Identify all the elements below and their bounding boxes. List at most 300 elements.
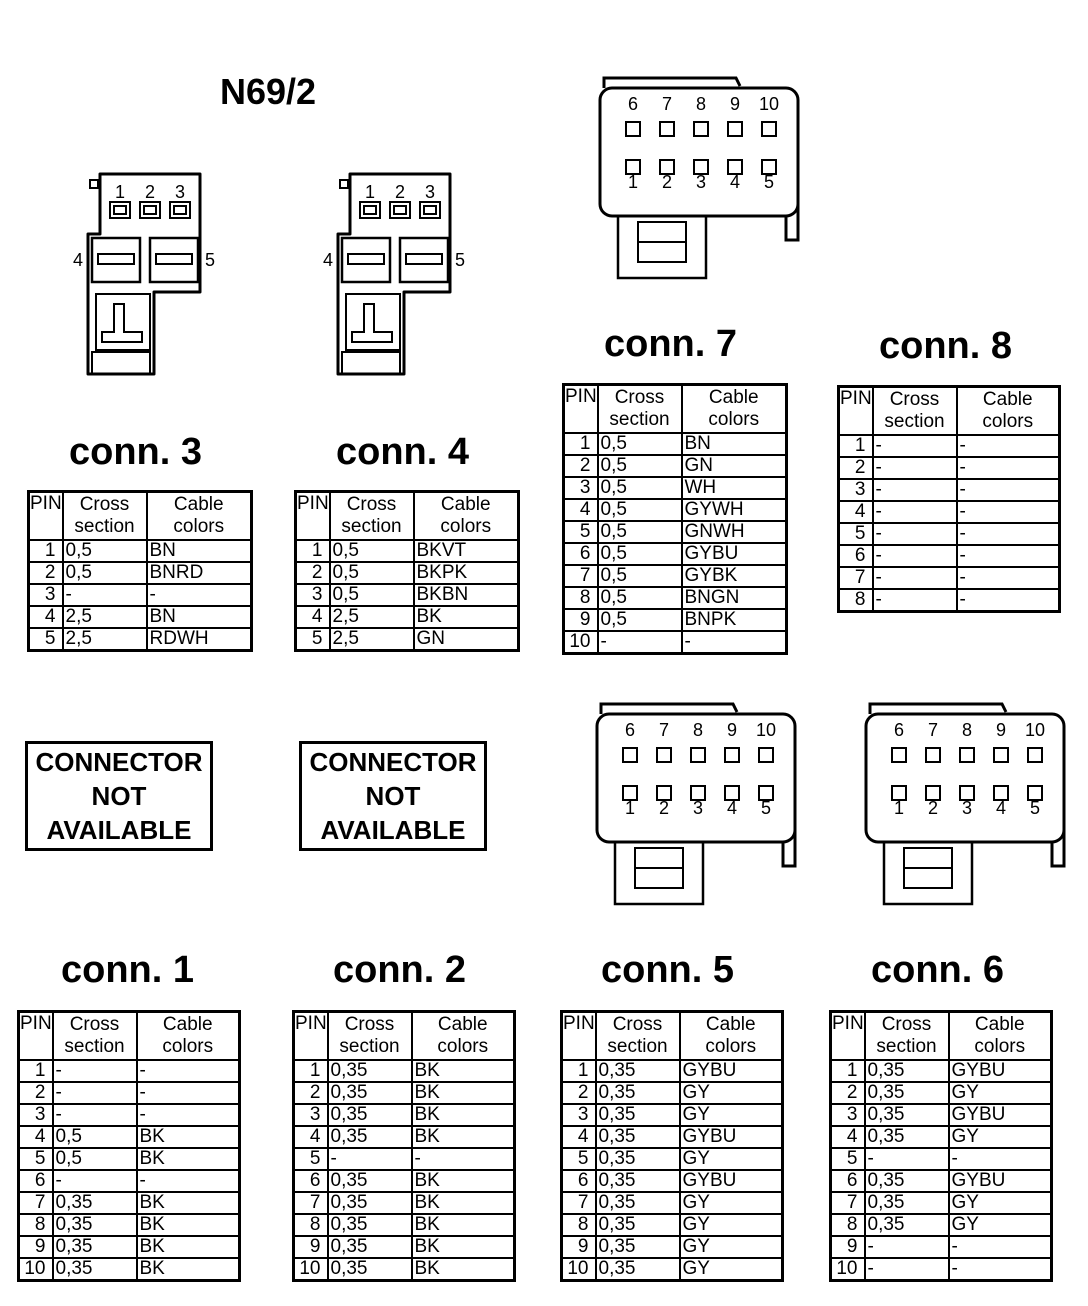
header-line: Cross	[344, 1014, 395, 1035]
conn4-drawing-lever	[352, 304, 392, 342]
table-row	[831, 1126, 1052, 1148]
conn5-drawing-latch	[615, 842, 703, 904]
table-row	[19, 1082, 240, 1104]
header-line: Cross	[612, 1014, 663, 1035]
cross-section-cell: 0,5	[598, 609, 682, 631]
table-row	[562, 1082, 783, 1104]
table-row	[562, 1236, 783, 1258]
cable-color-cell: -	[957, 501, 1060, 523]
header-pin: PIN	[294, 1012, 328, 1061]
page-title: N69/2	[220, 71, 317, 112]
cable-color-cell: BK	[137, 1236, 240, 1258]
na-line-1: CONNECTOR	[309, 747, 477, 777]
cable-color-cell: BNRD	[147, 562, 252, 584]
header-line: colors	[437, 1036, 489, 1057]
conn4-drawing-label-2: 2	[394, 182, 406, 202]
cable-color-cell: BN	[682, 433, 787, 455]
table-header	[296, 492, 519, 541]
conn7-drawing-label-bottom-5: 5	[763, 172, 775, 192]
cable-color-cell: BNGN	[682, 587, 787, 609]
conn7-drawing-label-bottom-1: 1	[627, 172, 639, 192]
table-row	[562, 1192, 783, 1214]
table-row	[839, 457, 1060, 479]
table-row	[564, 499, 787, 521]
cable-color-cell: -	[949, 1148, 1052, 1170]
header-line: section	[876, 1036, 937, 1057]
conn4-drawing-pin-4-slot	[348, 254, 384, 264]
cable-color-cell: GNWH	[682, 521, 787, 543]
conn6-drawing-pin-top-4	[994, 748, 1008, 762]
conn3-drawing-label-4: 4	[72, 250, 84, 270]
table-row	[19, 1214, 240, 1236]
conn4-drawing-label-3: 3	[424, 182, 436, 202]
cross-section-cell: 0,35	[328, 1170, 412, 1192]
conn3-drawing-latch	[92, 352, 150, 374]
header-colors	[412, 1012, 515, 1061]
pin-cell: 3	[29, 584, 63, 606]
header-pin: PIN	[29, 492, 63, 541]
pin-cell: 8	[19, 1214, 53, 1236]
table-row	[831, 1104, 1052, 1126]
table-row	[831, 1082, 1052, 1104]
pin-cell: 6	[294, 1170, 328, 1192]
conn5-drawing-pin-top-3	[691, 748, 705, 762]
cable-color-cell: -	[412, 1148, 515, 1170]
conn3-drawing-pin-inner	[144, 206, 156, 214]
table-row	[831, 1236, 1052, 1258]
conn5-drawing-label-top-4: 9	[726, 720, 738, 740]
header-colors	[680, 1012, 783, 1061]
pin-cell: 1	[29, 540, 63, 562]
cross-section-cell: 0,5	[598, 521, 682, 543]
table-header	[562, 1012, 783, 1061]
cross-section-cell: 0,35	[53, 1258, 137, 1281]
table-row	[294, 1214, 515, 1236]
table-row	[831, 1214, 1052, 1236]
pin-cell: 4	[562, 1126, 596, 1148]
pin-cell: 2	[19, 1082, 53, 1104]
cable-color-cell: -	[957, 523, 1060, 545]
table-row	[29, 562, 252, 584]
cross-section-cell: 0,35	[328, 1060, 412, 1082]
table-row	[294, 1104, 515, 1126]
header-line: Cable	[982, 389, 1033, 410]
header-colors	[147, 492, 252, 541]
header-cross	[598, 385, 682, 434]
header-colors	[957, 387, 1060, 436]
pin-cell: 1	[296, 540, 330, 562]
conn6-drawing-label-bottom-2: 2	[927, 798, 939, 818]
table-row	[296, 628, 519, 651]
table-row	[564, 565, 787, 587]
table-row	[564, 543, 787, 565]
cable-color-cell: GY	[680, 1148, 783, 1170]
cable-color-cell: GN	[682, 455, 787, 477]
conn7-drawing-pin-top-4	[728, 122, 742, 136]
conn3-drawing-pin-4-slot	[98, 254, 134, 264]
connector-not-available-2	[299, 741, 487, 851]
table-row	[562, 1126, 783, 1148]
table-row	[562, 1104, 783, 1126]
table-row	[294, 1126, 515, 1148]
cable-color-cell: GY	[680, 1236, 783, 1258]
conn5-drawing-label-top-5: 10	[755, 720, 777, 740]
cross-section-cell: -	[53, 1104, 137, 1126]
pin-cell: 9	[564, 609, 598, 631]
conn5-drawing-label-bottom-1: 1	[624, 798, 636, 818]
table-header	[839, 387, 1060, 436]
pin-cell: 1	[19, 1060, 53, 1082]
cross-section-cell: 0,35	[865, 1060, 949, 1082]
cable-color-cell: WH	[682, 477, 787, 499]
cross-section-cell: 0,5	[598, 477, 682, 499]
pin-cell: 5	[839, 523, 873, 545]
pin-cell: 4	[294, 1126, 328, 1148]
header-line: Cable	[705, 1014, 756, 1035]
table-conn4	[294, 490, 520, 652]
cable-color-cell: GY	[680, 1192, 783, 1214]
cross-section-cell: 0,35	[328, 1192, 412, 1214]
title-conn1: conn. 1	[60, 949, 195, 991]
table-row	[839, 501, 1060, 523]
cable-color-cell: BK	[412, 1214, 515, 1236]
table-row	[831, 1170, 1052, 1192]
table-row	[19, 1258, 240, 1281]
cross-section-cell: 0,35	[865, 1082, 949, 1104]
cable-color-cell: GN	[414, 628, 519, 651]
cable-color-cell: -	[957, 589, 1060, 612]
table-row	[562, 1148, 783, 1170]
table-row	[19, 1236, 240, 1258]
cross-section-cell: 0,35	[596, 1236, 680, 1258]
pin-cell: 9	[294, 1236, 328, 1258]
table-row	[296, 606, 519, 628]
pin-cell: 5	[19, 1148, 53, 1170]
pin-cell: 7	[564, 565, 598, 587]
table-row	[19, 1126, 240, 1148]
pin-cell: 1	[831, 1060, 865, 1082]
cross-section-cell: 0,35	[596, 1192, 680, 1214]
cross-section-cell: 0,35	[328, 1236, 412, 1258]
conn6-drawing-label-bottom-4: 4	[995, 798, 1007, 818]
header-line: colors	[974, 1036, 1026, 1057]
cable-color-cell: GYBU	[949, 1104, 1052, 1126]
table-row	[562, 1060, 783, 1082]
conn6-drawing-label-bottom-3: 3	[961, 798, 973, 818]
table-row	[29, 584, 252, 606]
cross-section-cell: 0,5	[598, 543, 682, 565]
cross-section-cell: 0,35	[596, 1214, 680, 1236]
cross-section-cell: -	[873, 545, 957, 567]
cross-section-cell: -	[873, 523, 957, 545]
header-line: Cross	[881, 1014, 932, 1035]
cable-color-cell: BK	[412, 1104, 515, 1126]
conn6-drawing-pin-top-1	[892, 748, 906, 762]
pin-cell: 6	[19, 1170, 53, 1192]
table-row	[296, 562, 519, 584]
header-pin: PIN	[19, 1012, 53, 1061]
conn4-drawing-key	[340, 180, 348, 188]
cable-color-cell: BK	[137, 1258, 240, 1281]
table-row	[562, 1258, 783, 1281]
table-conn2	[292, 1010, 516, 1282]
conn6-drawing-label-top-3: 8	[961, 720, 973, 740]
conn7-drawing-pin-top-1	[626, 122, 640, 136]
conn7-drawing-label-bottom-3: 3	[695, 172, 707, 192]
header-cross	[330, 492, 414, 541]
cable-color-cell: -	[957, 567, 1060, 589]
table-row	[839, 435, 1060, 457]
cross-section-cell: -	[873, 479, 957, 501]
cross-section-cell: 0,35	[328, 1258, 412, 1281]
cross-section-cell: 0,5	[598, 455, 682, 477]
table-row	[19, 1192, 240, 1214]
conn7-drawing-label-top-5: 10	[758, 94, 780, 114]
pin-cell: 1	[294, 1060, 328, 1082]
pin-cell: 5	[296, 628, 330, 651]
conn7-drawing-label-top-3: 8	[695, 94, 707, 114]
conn6-drawing-label-top-5: 10	[1024, 720, 1046, 740]
cross-section-cell: -	[873, 501, 957, 523]
cable-color-cell: GY	[949, 1082, 1052, 1104]
table-row	[29, 628, 252, 651]
cable-color-cell: BN	[147, 540, 252, 562]
table-header	[831, 1012, 1052, 1061]
cross-section-cell: 0,5	[53, 1148, 137, 1170]
table-row	[19, 1104, 240, 1126]
cross-section-cell: 0,5	[598, 499, 682, 521]
title-conn2: conn. 2	[332, 949, 467, 991]
table-row	[831, 1060, 1052, 1082]
cross-section-cell: 0,35	[596, 1148, 680, 1170]
header-line: Cross	[614, 387, 665, 408]
conn5-drawing-label-bottom-2: 2	[658, 798, 670, 818]
pin-cell: 10	[562, 1258, 596, 1281]
cable-color-cell: GYBU	[680, 1060, 783, 1082]
pin-cell: 1	[839, 435, 873, 457]
cross-section-cell: 0,5	[330, 540, 414, 562]
header-cross	[873, 387, 957, 436]
cable-color-cell: BKVT	[414, 540, 519, 562]
cable-color-cell: BKPK	[414, 562, 519, 584]
cable-color-cell: -	[137, 1082, 240, 1104]
cable-color-cell: BK	[412, 1126, 515, 1148]
conn6-drawing-label-bottom-5: 5	[1029, 798, 1041, 818]
conn6-drawing-label-bottom-1: 1	[893, 798, 905, 818]
header-line: Cross	[79, 494, 130, 515]
cable-color-cell: -	[949, 1236, 1052, 1258]
pin-cell: 6	[564, 543, 598, 565]
pin-cell: 2	[839, 457, 873, 479]
header-cross	[53, 1012, 137, 1061]
conn7-drawing-label-bottom-2: 2	[661, 172, 673, 192]
pin-cell: 3	[296, 584, 330, 606]
table-row	[564, 433, 787, 455]
cross-section-cell: 0,5	[63, 562, 147, 584]
header-cross	[865, 1012, 949, 1061]
cable-color-cell: RDWH	[147, 628, 252, 651]
title-conn4: conn. 4	[335, 431, 470, 473]
pin-cell: 5	[562, 1148, 596, 1170]
cross-section-cell: 0,5	[53, 1126, 137, 1148]
header-colors	[414, 492, 519, 541]
cable-color-cell: BK	[137, 1214, 240, 1236]
pin-cell: 5	[564, 521, 598, 543]
table-row	[839, 479, 1060, 501]
pin-cell: 8	[562, 1214, 596, 1236]
conn4-drawing-pin-5-slot	[406, 254, 442, 264]
conn4-drawing-label-5: 5	[454, 250, 466, 270]
table-row	[831, 1258, 1052, 1281]
conn7-drawing-label-top-1: 6	[627, 94, 639, 114]
cross-section-cell: -	[53, 1170, 137, 1192]
cross-section-cell: -	[873, 567, 957, 589]
pin-cell: 10	[294, 1258, 328, 1281]
pin-cell: 4	[296, 606, 330, 628]
table-row	[294, 1082, 515, 1104]
cable-color-cell: BK	[137, 1148, 240, 1170]
cross-section-cell: 0,5	[598, 587, 682, 609]
title-conn5: conn. 5	[600, 949, 735, 991]
cross-section-cell: 0,35	[865, 1214, 949, 1236]
pin-cell: 1	[562, 1060, 596, 1082]
cable-color-cell: BK	[412, 1170, 515, 1192]
conn3-drawing-pin-5-slot	[156, 254, 192, 264]
header-line: colors	[440, 516, 492, 537]
pin-cell: 7	[831, 1192, 865, 1214]
conn5-drawing-label-bottom-3: 3	[692, 798, 704, 818]
table-row	[296, 584, 519, 606]
pin-cell: 2	[562, 1082, 596, 1104]
cable-color-cell: -	[137, 1060, 240, 1082]
pin-cell: 10	[564, 631, 598, 654]
pin-cell: 3	[831, 1104, 865, 1126]
conn6-drawing-latch	[884, 842, 972, 904]
pin-cell: 5	[831, 1148, 865, 1170]
conn6-drawing-label-top-4: 9	[995, 720, 1007, 740]
conn4-drawing-latch	[342, 352, 400, 374]
cross-section-cell: 0,5	[63, 540, 147, 562]
pin-cell: 3	[839, 479, 873, 501]
cross-section-cell: 0,35	[865, 1192, 949, 1214]
pin-cell: 9	[831, 1236, 865, 1258]
cable-color-cell: BNPK	[682, 609, 787, 631]
conn3-drawing-pin-4	[92, 238, 140, 282]
conn6-drawing-pin-top-2	[926, 748, 940, 762]
cross-section-cell: 0,35	[596, 1258, 680, 1281]
header-line: section	[341, 516, 402, 537]
pin-cell: 2	[29, 562, 63, 584]
pin-cell: 5	[29, 628, 63, 651]
table-row	[294, 1148, 515, 1170]
conn6-drawing-label-top-2: 7	[927, 720, 939, 740]
table-row	[839, 545, 1060, 567]
pin-cell: 3	[19, 1104, 53, 1126]
header-pin: PIN	[562, 1012, 596, 1061]
pin-cell: 2	[564, 455, 598, 477]
cross-section-cell: -	[873, 589, 957, 612]
cross-section-cell: -	[865, 1258, 949, 1281]
header-line: colors	[982, 411, 1034, 432]
cable-color-cell: GYBU	[682, 543, 787, 565]
cable-color-cell: BK	[414, 606, 519, 628]
cable-color-cell: BK	[137, 1126, 240, 1148]
pin-cell: 3	[564, 477, 598, 499]
conn3-drawing-housing	[88, 174, 200, 374]
cross-section-cell: 2,5	[63, 628, 147, 651]
cable-color-cell: GY	[680, 1104, 783, 1126]
cross-section-cell: 0,35	[596, 1126, 680, 1148]
cable-color-cell: GY	[949, 1126, 1052, 1148]
cross-section-cell: 0,35	[328, 1082, 412, 1104]
conn3-drawing-lever	[102, 304, 142, 342]
conn5-drawing-label-bottom-4: 4	[726, 798, 738, 818]
table-row	[831, 1148, 1052, 1170]
pin-cell: 4	[29, 606, 63, 628]
table-row	[294, 1060, 515, 1082]
connector-not-available-1	[25, 741, 213, 851]
table-row	[564, 631, 787, 654]
title-conn6: conn. 6	[870, 949, 1005, 991]
conn6-drawing-label-top-1: 6	[893, 720, 905, 740]
table-header	[564, 385, 787, 434]
conn4-drawing-housing	[338, 174, 450, 374]
table-conn1	[17, 1010, 241, 1282]
cross-section-cell: -	[873, 457, 957, 479]
cross-section-cell: -	[63, 584, 147, 606]
conn5-drawing-pin-top-1	[623, 748, 637, 762]
pin-cell: 8	[831, 1214, 865, 1236]
na-line-2: NOT	[91, 781, 147, 811]
header-line: section	[609, 409, 670, 430]
pin-cell: 6	[839, 545, 873, 567]
pin-cell: 8	[839, 589, 873, 612]
header-line: section	[64, 1036, 125, 1057]
na-line-1: CONNECTOR	[35, 747, 203, 777]
table-row	[19, 1060, 240, 1082]
pin-cell: 8	[564, 587, 598, 609]
conn5-drawing-label-top-3: 8	[692, 720, 704, 740]
table-conn7	[562, 383, 788, 655]
cable-color-cell: -	[957, 435, 1060, 457]
cross-section-cell: 0,35	[596, 1082, 680, 1104]
table-header	[294, 1012, 515, 1061]
conn3-drawing-label-2: 2	[144, 182, 156, 202]
cable-color-cell: GYBK	[682, 565, 787, 587]
pin-cell: 6	[831, 1170, 865, 1192]
pin-cell: 4	[19, 1126, 53, 1148]
pin-cell: 6	[562, 1170, 596, 1192]
na-line-3: AVAILABLE	[320, 815, 466, 845]
header-pin: PIN	[831, 1012, 865, 1061]
table-conn6	[829, 1010, 1053, 1282]
conn3-drawing-key	[90, 180, 98, 188]
conn4-drawing-pin-4	[342, 238, 390, 282]
cable-color-cell: -	[147, 584, 252, 606]
conn3-drawing-pin-inner	[174, 206, 186, 214]
table-header	[19, 1012, 240, 1061]
conn4-drawing-pin-inner	[424, 206, 436, 214]
cross-section-cell: 2,5	[330, 606, 414, 628]
cable-color-cell: BN	[147, 606, 252, 628]
header-cross	[328, 1012, 412, 1061]
cable-color-cell: BK	[412, 1258, 515, 1281]
cross-section-cell: 0,35	[865, 1170, 949, 1192]
table-row	[29, 540, 252, 562]
header-line: colors	[705, 1036, 757, 1057]
conn5-drawing-pin-top-2	[657, 748, 671, 762]
pin-cell: 8	[294, 1214, 328, 1236]
